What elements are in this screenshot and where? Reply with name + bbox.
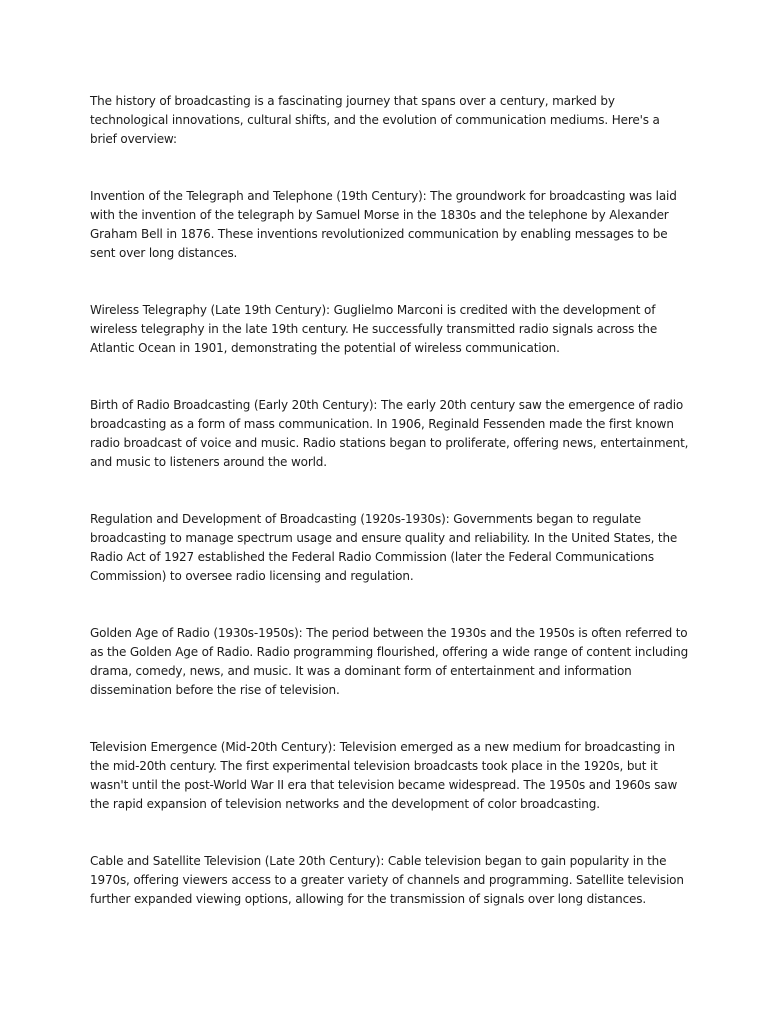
paragraph-cable-satellite: Cable and Satellite Television (Late 20th Century): Cable television began to gain popularity in the 1970s, offering viewers access to a greater variety of channels and programming. Satellite television further expanded viewing options, allowing for the transmission of signals over long distances. <box>90 854 684 906</box>
document-body <box>90 92 690 947</box>
paragraph-telegraph-telephone: Invention of the Telegraph and Telephone (19th Century): The groundwork for broadcasting was laid with the invention of the telegraph by Samuel Morse in the 1830s and the telephone by Alexander Graham Bell in 1876. These inventions revolutionized communication by enabling messages to be sent over long distances. <box>90 189 677 260</box>
paragraph-regulation: Regulation and Development of Broadcasting (1920s-1930s): Governments began to regulate broadcasting to manage spectrum usage and ensure quality and reliability. In the United States, the Radio Act of 1927 established the Federal Radio Commission (later the Federal Communications Commission) to oversee radio licensing and regulation. <box>90 512 678 583</box>
paragraph-television-emergence: Television Emergence (Mid-20th Century): Television emerged as a new medium for broadcasting in the mid-20th century. The first experimental television broadcasts took place in the 1920s, but it wasn't until the post-World War II era that television became widespread. The 1950s and 1960s saw the rapid expansion of television networks and the development of color broadcasting. <box>90 740 678 811</box>
paragraph-radio-broadcasting: Birth of Radio Broadcasting (Early 20th Century): The early 20th century saw the emergence of radio broadcasting as a form of mass communication. In 1906, Reginald Fessenden made the first known radio broadcast of voice and music. Radio stations began to proliferate, offering news, entertainment, and music to listeners around the world. <box>90 398 689 469</box>
paragraph-golden-age-radio: Golden Age of Radio (1930s-1950s): The period between the 1930s and the 1950s is often referred to as the Golden Age of Radio. Radio programming flourished, offering a wide range of content including drama, comedy, news, and music. It was a dominant form of entertainment and information dissemination before the rise of television. <box>90 626 689 697</box>
paragraph-wireless-telegraphy: Wireless Telegraphy (Late 19th Century): Guglielmo Marconi is credited with the development of wireless telegraphy in the late 19th century. He successfully transmitted radio signals across the Atlantic Ocean in 1901, demonstrating the potential of wireless communication. <box>90 303 658 355</box>
paragraph-intro: The history of broadcasting is a fascinating journey that spans over a century, marked by technological innovations, cultural shifts, and the evolution of communication mediums. Here's a brief overview: <box>90 94 660 146</box>
